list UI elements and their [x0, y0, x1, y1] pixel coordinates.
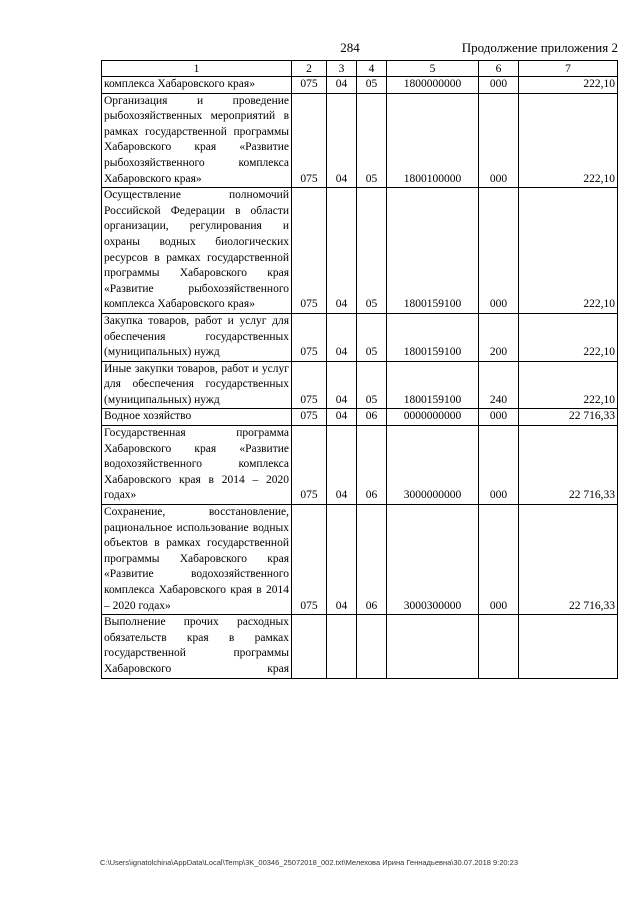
continuation-label: Продолжение приложения 2 — [461, 40, 618, 55]
table-row — [102, 409, 618, 426]
expense-type-code: 000 — [479, 188, 519, 314]
row-name: комплекса Хабаровского края» — [102, 77, 292, 94]
column-number-row — [102, 61, 618, 77]
target-article-code: 1800159100 — [387, 313, 479, 361]
admin-code: 075 — [292, 93, 327, 188]
target-article-code: 1800100000 — [387, 93, 479, 188]
table-row — [102, 93, 618, 188]
page-number: 284 — [340, 40, 360, 55]
column-number: 2 — [292, 61, 327, 77]
table-row — [102, 505, 618, 615]
subsection-code: 05 — [357, 361, 387, 409]
column-number: 5 — [387, 61, 479, 77]
admin-code: 075 — [292, 313, 327, 361]
target-article-code: 3000300000 — [387, 505, 479, 615]
table-row — [102, 361, 618, 409]
row-name: Сохранение, восстановление, рациональное использование водных объектов в рамках государственной программы Хабаровского края «Развитие водохозяйственного комплекса Хабаровского края в 2014 – 2020 годах» — [102, 505, 292, 615]
admin-code: 075 — [292, 505, 327, 615]
subsection-code: 06 — [357, 426, 387, 505]
admin-code: 075 — [292, 77, 327, 94]
subsection-code: 05 — [357, 93, 387, 188]
column-number: 7 — [519, 61, 618, 77]
section-code: 04 — [327, 361, 357, 409]
expense-type-code: 000 — [479, 505, 519, 615]
expense-type-code: 000 — [479, 409, 519, 426]
table-row — [102, 615, 618, 678]
column-number: 4 — [357, 61, 387, 77]
budget-table — [101, 60, 618, 679]
target-article-code: 0000000000 — [387, 409, 479, 426]
subsection-code: 05 — [357, 77, 387, 94]
amount: 22 716,33 — [519, 426, 618, 505]
footer-file-path: C:\Users\ignatolchina\AppData\Local\Temp\3K_00346_25072018_002.txt\Мелехова Ирина Геннадьевна\30.07.2018 9:20:23 — [100, 858, 519, 867]
expense-type-code: 000 — [479, 77, 519, 94]
admin-code: 075 — [292, 409, 327, 426]
target-article-code: 3000000000 — [387, 426, 479, 505]
amount: 222,10 — [519, 361, 618, 409]
section-code: 04 — [327, 426, 357, 505]
section-code: 04 — [327, 77, 357, 94]
target-article-code: 1800000000 — [387, 77, 479, 94]
target-article-code — [387, 615, 479, 678]
table-row — [102, 188, 618, 314]
subsection-code: 05 — [357, 313, 387, 361]
amount: 222,10 — [519, 313, 618, 361]
column-number: 1 — [102, 61, 292, 77]
target-article-code: 1800159100 — [387, 188, 479, 314]
amount — [519, 615, 618, 678]
row-name: Выполнение прочих расходных обязательств края в рамках государственной программы Хабаровского края — [102, 615, 292, 678]
expense-type-code: 240 — [479, 361, 519, 409]
row-name: Закупка товаров, работ и услуг для обеспечения государственных (муниципальных) нужд — [102, 313, 292, 361]
amount: 22 716,33 — [519, 505, 618, 615]
section-code — [327, 615, 357, 678]
subsection-code: 06 — [357, 505, 387, 615]
section-code: 04 — [327, 188, 357, 314]
row-name: Осуществление полномочий Российской Федерации в области организации, регулирования и охраны водных биологических ресурсов в рамках государственной программы Хабаровского края «Развитие рыбохозяйственного комплекса Хабаровского края» — [102, 188, 292, 314]
row-name: Организация и проведение рыбохозяйственных мероприятий в рамках государственной программы Хабаровского края «Развитие рыбохозяйственного комплекса Хабаровского края» — [102, 93, 292, 188]
row-name: Иные закупки товаров, работ и услуг для обеспечения государственных (муниципальных) нужд — [102, 361, 292, 409]
column-number: 3 — [327, 61, 357, 77]
subsection-code: 05 — [357, 188, 387, 314]
row-name: Государственная программа Хабаровского края «Развитие водохозяйственного комплекса Хабаровского края в 2014 – 2020 годах» — [102, 426, 292, 505]
expense-type-code: 000 — [479, 426, 519, 505]
amount: 22 716,33 — [519, 409, 618, 426]
section-code: 04 — [327, 313, 357, 361]
expense-type-code: 000 — [479, 93, 519, 188]
admin-code: 075 — [292, 188, 327, 314]
section-code: 04 — [327, 409, 357, 426]
section-code: 04 — [327, 505, 357, 615]
subsection-code — [357, 615, 387, 678]
amount: 222,10 — [519, 93, 618, 188]
section-code: 04 — [327, 93, 357, 188]
table-row — [102, 426, 618, 505]
amount: 222,10 — [519, 188, 618, 314]
target-article-code: 1800159100 — [387, 361, 479, 409]
admin-code: 075 — [292, 361, 327, 409]
subsection-code: 06 — [357, 409, 387, 426]
amount: 222,10 — [519, 77, 618, 94]
admin-code: 075 — [292, 426, 327, 505]
table-row — [102, 77, 618, 94]
expense-type-code — [479, 615, 519, 678]
admin-code — [292, 615, 327, 678]
table-row — [102, 313, 618, 361]
expense-type-code: 200 — [479, 313, 519, 361]
row-name: Водное хозяйство — [102, 409, 292, 426]
column-number: 6 — [479, 61, 519, 77]
